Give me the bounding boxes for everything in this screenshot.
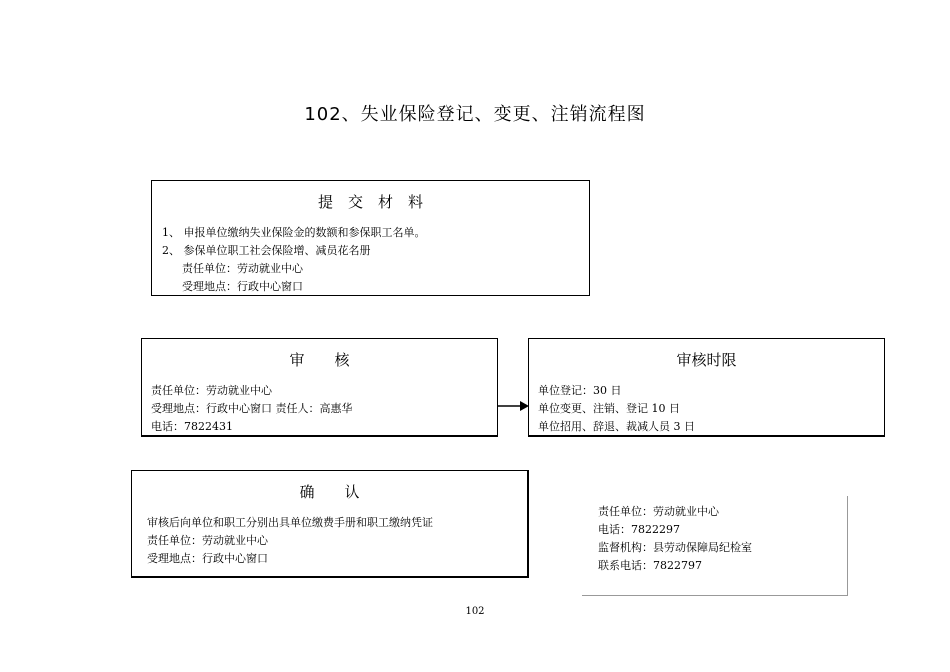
contact-content <box>598 503 847 575</box>
submit-location: 受理地点：行政中心窗口 <box>182 280 303 293</box>
submit-line-2: 2、 参保单位职工社会保险增、减员花名册 <box>162 244 371 257</box>
submit-materials-box <box>151 180 590 296</box>
confirm-box <box>131 470 529 578</box>
review-box <box>141 338 498 437</box>
submit-materials-title: 提 交 材 料 <box>317 193 423 211</box>
time-limit-line-2: 单位变更、注销、登记 10 日 <box>538 402 680 415</box>
review-line-1: 责任单位：劳动就业中心 <box>151 384 272 397</box>
review-line-3: 电话：7822431 <box>151 420 233 433</box>
page-number: 102 <box>465 606 485 617</box>
contact-info-box <box>582 496 848 596</box>
time-limit-line-1: 单位登记：30 日 <box>538 384 622 397</box>
submit-responsible: 责任单位：劳动就业中心 <box>182 262 303 275</box>
confirm-line-1: 审核后向单位和职工分别出具单位缴费手册和职工缴纳凭证 <box>147 516 433 529</box>
confirm-title: 确 认 <box>299 483 360 501</box>
review-time-limit-box <box>528 338 885 437</box>
arrow-right-icon <box>498 398 530 414</box>
contact-line-2: 电话：7822297 <box>598 523 680 536</box>
time-limit-line-3: 单位招用、辞退、裁减人员 3 日 <box>538 420 695 433</box>
time-limit-title: 审核时限 <box>676 351 737 369</box>
submit-materials-content <box>162 224 589 296</box>
review-line-2: 受理地点：行政中心窗口 责任人：高惠华 <box>151 402 353 415</box>
contact-line-1: 责任单位：劳动就业中心 <box>598 505 719 518</box>
time-limit-content <box>538 382 884 436</box>
contact-line-4: 联系电话：7822797 <box>598 559 702 572</box>
confirm-line-2: 责任单位：劳动就业中心 <box>147 534 268 547</box>
page-title: 102、失业保险登记、变更、注销流程图 <box>304 104 646 125</box>
review-title: 审 核 <box>289 351 350 369</box>
confirm-line-3: 受理地点：行政中心窗口 <box>147 552 268 565</box>
review-content <box>151 382 497 436</box>
confirm-content <box>147 514 527 568</box>
submit-line-1: 1、 申报单位缴纳失业保险金的数额和参保职工名单。 <box>162 226 426 239</box>
contact-line-3: 监督机构：县劳动保障局纪检室 <box>598 541 752 554</box>
